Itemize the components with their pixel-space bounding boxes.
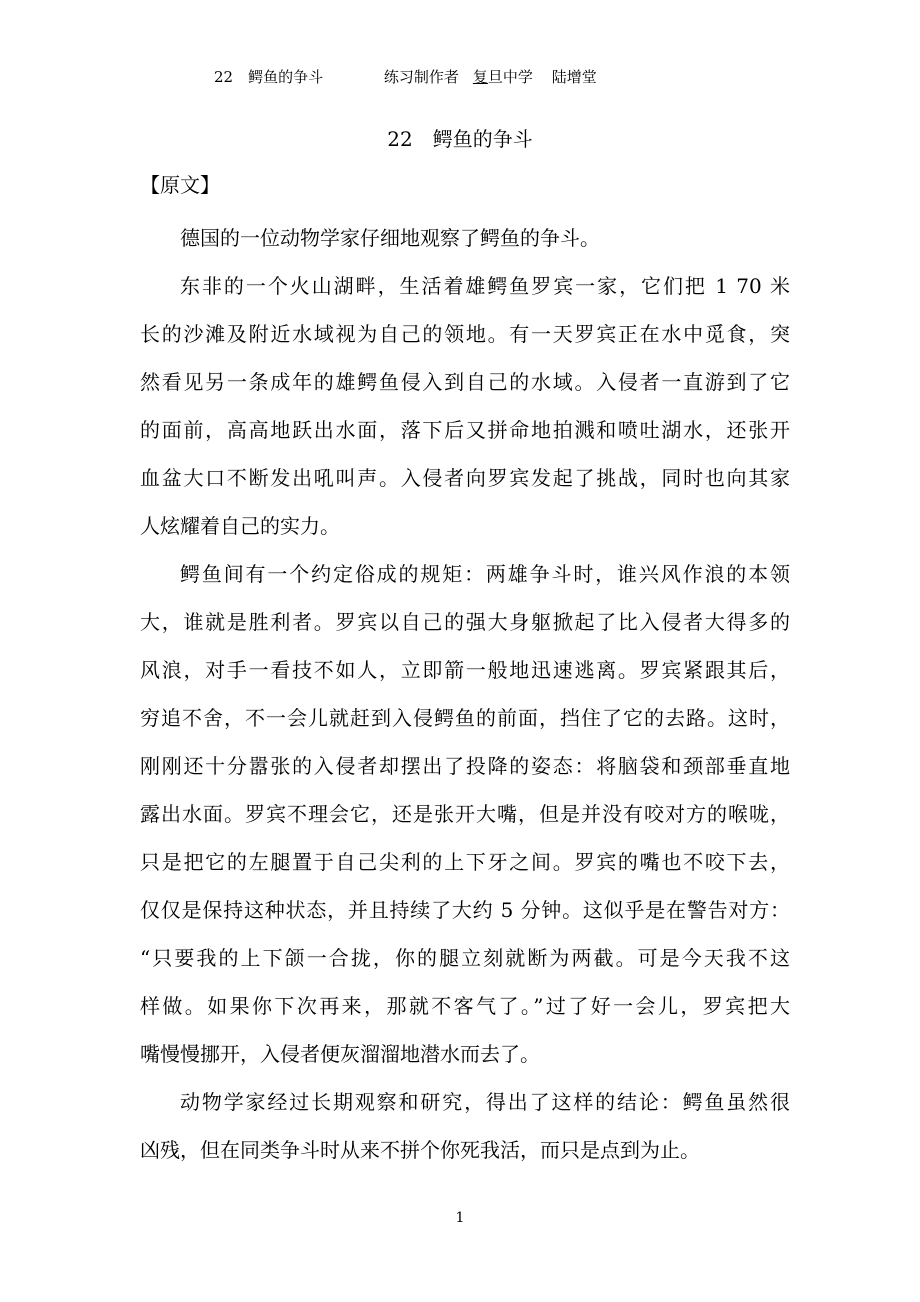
text-line: 人炫耀着自己的实力。 xyxy=(140,514,340,538)
text-line: 嘴慢慢挪开，入侵者便灰溜溜地潜水而去了。 xyxy=(140,1042,540,1066)
section-label-original-text: 【原文】 xyxy=(140,173,220,197)
header-school-first-char: 复 xyxy=(472,68,488,86)
document-title: 22 鳄鱼的争斗 xyxy=(387,127,533,151)
text-line: 仅仅是保持这种状态，并且持续了大约 5 分钟。这似乎是在警告对方： xyxy=(140,898,790,922)
text-line: 动物学家经过长期观察和研究，得出了这样的结论：鳄鱼虽然很 xyxy=(180,1090,790,1114)
paragraph xyxy=(140,214,790,262)
header-author: 陆增堂 xyxy=(551,68,597,86)
text-line: 然看见另一条成年的雄鳄鱼侵入到自己的水域。入侵者一直游到了它 xyxy=(140,370,790,394)
text-line: 刚刚还十分嚣张的入侵者却摆出了投降的姿态：将脑袋和颈部垂直地 xyxy=(140,754,790,778)
text-line: 凶残，但在同类争斗时从来不拼个你死我活，而只是点到为止。 xyxy=(140,1138,700,1162)
header-school-rest: 旦中学 xyxy=(487,68,533,86)
header-title: 22 鳄鱼的争斗 xyxy=(214,68,324,86)
text-line: “只要我的上下颌一合拢，你的腿立刻就断为两截。可是今天我不这 xyxy=(140,946,790,970)
paragraph xyxy=(140,262,790,550)
header-maker-label: 练习制作者 xyxy=(383,68,459,86)
text-line: 风浪，对手一看技不如人，立即箭一般地迅速逃离。罗宾紧跟其后， xyxy=(140,658,790,682)
text-line: 长的沙滩及附近水域视为自己的领地。有一天罗宾正在水中觅食，突 xyxy=(140,322,790,346)
text-line: 德国的一位动物学家仔细地观察了鳄鱼的争斗。 xyxy=(180,226,600,250)
text-line: 东非的一个火山湖畔，生活着雄鳄鱼罗宾一家，它们把 1 70 米 xyxy=(180,274,790,298)
page-number: 1 xyxy=(455,1210,465,1226)
text-line: 样做。如果你下次再来，那就不客气了。”过了好一会儿，罗宾把大 xyxy=(140,994,790,1018)
text-line: 穷追不舍，不一会儿就赶到入侵鳄鱼的前面，挡住了它的去路。这时， xyxy=(140,706,790,730)
text-line: 大，谁就是胜利者。罗宾以自己的强大身躯掀起了比入侵者大得多的 xyxy=(140,610,790,634)
text-line: 露出水面。罗宾不理会它，还是张开大嘴，但是并没有咬对方的喉咙， xyxy=(140,802,790,826)
page-header xyxy=(214,66,597,88)
text-line: 只是把它的左腿置于自己尖利的上下牙之间。罗宾的嘴也不咬下去， xyxy=(140,850,790,874)
paragraph xyxy=(140,1078,790,1174)
body-text xyxy=(140,214,790,1174)
text-line: 血盆大口不断发出吼叫声。入侵者向罗宾发起了挑战，同时也向其家 xyxy=(140,466,790,490)
text-line: 鳄鱼间有一个约定俗成的规矩：两雄争斗时，谁兴风作浪的本领 xyxy=(180,562,790,586)
text-line: 的面前，高高地跃出水面，落下后又拼命地拍溅和喷吐湖水，还张开 xyxy=(140,418,790,442)
paragraph xyxy=(140,550,790,1078)
